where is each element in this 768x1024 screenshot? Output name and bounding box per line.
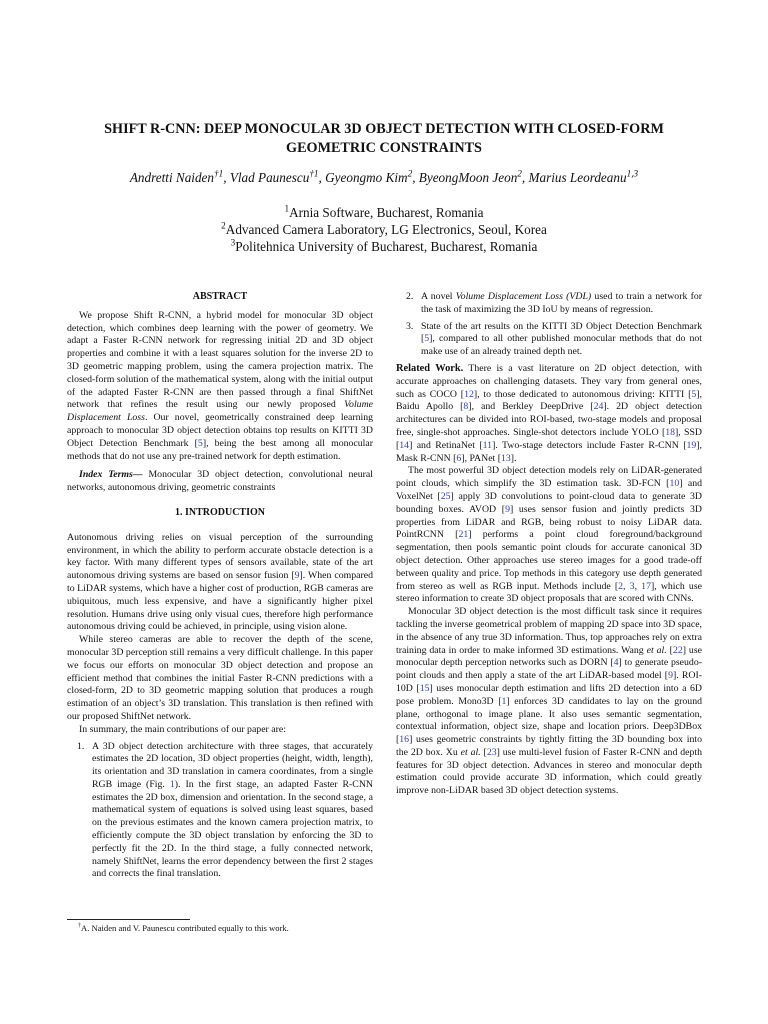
list-number: 1. <box>77 740 85 752</box>
list-number: 2. <box>406 291 414 302</box>
affiliation-text: Politehnica University of Bucharest, Bucharest, Romania <box>235 239 538 254</box>
citation-link[interactable]: 22 <box>672 644 683 656</box>
author-name: Andretti Naiden <box>129 170 214 185</box>
citation-link[interactable]: 5 <box>424 333 430 345</box>
citation-link[interactable]: 6 <box>456 452 462 464</box>
intro-paragraph: In summary, the main contributions of our paper are: <box>79 723 286 735</box>
citation-link[interactable]: 23 <box>486 746 497 758</box>
paper-title-line-1: SHIFT R-CNN: DEEP MONOCULAR 3D OBJECT DETECTION WITH CLOSED-FORM <box>104 121 664 137</box>
author-separator: , <box>521 170 529 185</box>
figure-link[interactable]: 1 <box>169 778 175 790</box>
affiliation-marker: 1 <box>284 203 290 214</box>
intro-paragraph: Autonomous driving relies on visual perception of the surrounding environment, in which the ability to perform accurate obstacle detection is a key factor. With many different types of sensors available, state of the art autonomous driving systems are based on sensor fusion [9]. When compared to LiDAR systems, which have a higher cost of production, RGB cameras are ubiquitous, much less expensive, and have a significantly higher pixel resolution. Humans drive using only visual cues, therefore high performance autonomous driving could be achieved, in principle, using vision alone. <box>67 531 373 633</box>
affiliation-text: Advanced Camera Laboratory, LG Electronics, Seoul, Korea <box>225 222 547 237</box>
footnote-text: A. Naiden and V. Paunescu contributed equally to this work. <box>81 923 289 933</box>
right-column <box>396 291 702 798</box>
affiliation-list <box>40 204 728 255</box>
citation-link[interactable]: 9 <box>668 670 673 682</box>
author-marker: †1 <box>309 168 319 179</box>
citation-link[interactable]: 24 <box>593 401 604 413</box>
citation-link[interactable]: 9 <box>294 570 300 582</box>
author-name: Marius Leordeanu <box>528 170 627 185</box>
footnote-rule <box>67 919 190 920</box>
author-separator: , <box>412 170 419 185</box>
affiliation-marker: 3 <box>230 237 236 248</box>
citation-link[interactable]: 5 <box>691 388 697 400</box>
related-work-heading: Related Work. <box>396 362 464 374</box>
contribution-item: 1. A 3D object detection architecture with three stages, that accurately estimates the 2D location, 3D object properties (height, width, length), its orientation and 3D translation in camera coordinates, from a single RGB image (Fig. 1). In the first stage, an adapted Faster R-CNN estimates the 2D box, dimension and orientation. In the second stage, a mathematical system of equations is solved using least squares, based on the previous estimates and the known camera projection matrix, to efficiently compute the 3D object translation by enforcing the 3D to perfectly fit the 2D. In the third stage, a fully connected network, namely ShiftNet, learns the error dependency between the first 2 stages and corrects the final translation. <box>77 740 373 880</box>
related-work-paragraph: Monocular 3D object detection is the most difficult task since it requires tackling the inverse geometrical problem of mapping 2D space into 3D space, in the absence of any true 3D information. Thus, top approaches rely on extra training data in order to make informed 3D estimations. Wang et al. [22] use monocular depth perception networks such as DORN [4] to generate pseudo-point clouds and then apply a state of the art LiDAR-based model [9]. ROI-10D [15] uses monocular depth estimation and lifts 2D detection into a 6D pose problem. Mono3D [1] enforces 3D candidates to lay on the ground plane, orthogonal to image plane. It also uses semantic segmentation, contextual information, object size, shape and location priors. Deep3DBox [16] uses geometric constraints by tightly fitting the 3D bounding box into the 2D box. Xu et al. [23] use multi-level fusion of Faster R-CNN and depth features for 3D object detection. Advances in stereo and monocular depth estimation could provide accurate 3D information, which could greatly improve non-LiDAR based 3D object detection systems. <box>396 606 703 797</box>
citation-link[interactable]: 15 <box>419 682 430 694</box>
citation-link[interactable]: 21 <box>458 529 469 541</box>
left-column <box>67 291 373 881</box>
citation-link[interactable]: 3 <box>629 580 635 592</box>
paper-title-line-2: GEOMETRIC CONSTRAINTS <box>286 140 482 156</box>
footnote <box>67 923 373 934</box>
citation-link[interactable]: 11 <box>482 439 493 451</box>
citation-link[interactable]: 2 <box>618 580 624 592</box>
author-separator: , <box>318 170 326 185</box>
affiliation <box>40 204 728 221</box>
affiliation <box>40 238 728 255</box>
citation-link[interactable]: 4 <box>613 657 619 669</box>
citation-link[interactable]: 13 <box>500 452 511 464</box>
related-work-paragraph: The most powerful 3D object detection models rely on LiDAR-generated point clouds, which simplify the 3D estimation task. 3D-FCN [10] and VoxelNet [25] apply 3D convolutions to point-cloud data to generate 3D bounding boxes. AVOD [9] uses sensor fusion and jointly predicts 3D properties from LiDAR and RGB, being robust to noisy LiDAR data. PointRCNN [21] performs a point cloud foreground/background segmentation, then pools semantic point clouds for accurate canonical 3D object detection. Other approaches use stereo images for a good trade-off between quality and price. Top methods in this category use depth generated from stereo as well as RGB input. Methods include [2, 3, 17], which use stereo information to create 3D object proposals that are scored with CNNs. <box>396 465 703 605</box>
citation-link[interactable]: 14 <box>399 439 410 451</box>
author-marker: 1,3 <box>626 168 639 179</box>
abstract-heading: ABSTRACT <box>192 291 248 302</box>
author-marker: 2 <box>407 168 413 179</box>
citation-link[interactable]: 25 <box>440 490 451 502</box>
contributions-list-continued <box>396 291 702 359</box>
citation-link[interactable]: 5 <box>197 437 203 449</box>
introduction-heading: 1. INTRODUCTION <box>174 506 265 518</box>
contribution-item: 3. State of the art results on the KITTI 3D Object Detection Benchmark [5], compared to all other published monocular methods that do not make use of an already trained depth net. <box>406 320 702 358</box>
intro-paragraph: While stereo cameras are able to recover the depth of the scene, monocular 3D perception still remains a very difficult challenge. In this paper we focus our efforts on monocular 3D object detection and propose an efficient method that combines the initial Faster R-CNN predictions with a closed-form, 2D to 3D geometric mapping solution that produces a rough estimation of an object’s 3D translation. This translation is then refined with our proposed ShiftNet network. <box>67 634 373 722</box>
affiliation-marker: 2 <box>221 220 226 231</box>
citation-link[interactable]: 18 <box>665 426 676 438</box>
author-list <box>20 170 748 186</box>
list-number: 3. <box>406 320 414 332</box>
abstract-body: We propose Shift R-CNN, a hybrid model for monocular 3D object detection, which combines deep learning with the power of geometry. We adapt a Faster R-CNN network for regressing initial 2D and 3D object properties and combine it with a least squares solution for the inverse 2D to 3D geometric mapping problem, using the camera projection matrix. The closed-form solution of the mathematical system, along with the initial output of the adapted Faster R-CNN are then passed through a final ShiftNet network that refines the result using our newly proposed Volume Displacement Loss. Our novel, geometrically constrained deep learning approach to monocular 3D object detection obtains top results on KITTI 3D Object Detection Benchmark [5], being the best among all monocular methods that do not use any pre-trained network for depth estimation. <box>67 309 373 462</box>
citation-link[interactable]: 1 <box>501 695 507 707</box>
author-name: Gyeongmo Kim <box>325 170 408 185</box>
contributions-list <box>67 741 373 882</box>
citation-link[interactable]: 16 <box>399 734 410 746</box>
index-terms: Index Terms— Monocular 3D object detection, convolutional neural networks, autonomous driving, geometric constraints <box>67 469 373 494</box>
author-name: ByeongMoon Jeon <box>418 170 518 185</box>
affiliation <box>40 221 728 238</box>
citation-link[interactable]: 17 <box>641 580 651 592</box>
author-name: Vlad Paunescu <box>229 170 310 185</box>
author-marker: †1 <box>214 168 224 179</box>
contribution-item: 2. A novel Volume Displacement Loss (VDL) used to train a network for the task of maximizing the 3D IoU by means of regression. <box>406 291 703 315</box>
citation-link[interactable]: 8 <box>463 401 469 413</box>
related-work-paragraph: Related Work. There is a vast literature on 2D object detection, with accurate approaches on challenging datasets. They vary from general ones, such as COCO [12], to those dedicated to autonomous driving: KITTI [5], Baidu Apollo [8], and Berkley DeepDrive [24]. 2D object detection architectures can be divided into ROI-based, two-stage models and proposal free, single-shot approaches. Single-shot detectors include YOLO [18], SSD [14] and RetinaNet [11]. Two-stage detectors include Faster R-CNN [19], Mask R-CNN [6], PANet [13]. <box>396 362 702 464</box>
footnote-marker: † <box>78 923 82 930</box>
citation-link[interactable]: 19 <box>686 439 697 451</box>
author-separator: , <box>223 170 230 185</box>
index-terms-label: Index Terms— <box>79 469 143 481</box>
citation-link[interactable]: 9 <box>505 503 510 515</box>
paper-title <box>40 120 728 158</box>
affiliation-text: Arnia Software, Bucharest, Romania <box>289 205 484 220</box>
author-marker: 2 <box>517 168 522 179</box>
citation-link[interactable]: 12 <box>464 388 474 400</box>
citation-link[interactable]: 10 <box>669 478 680 490</box>
